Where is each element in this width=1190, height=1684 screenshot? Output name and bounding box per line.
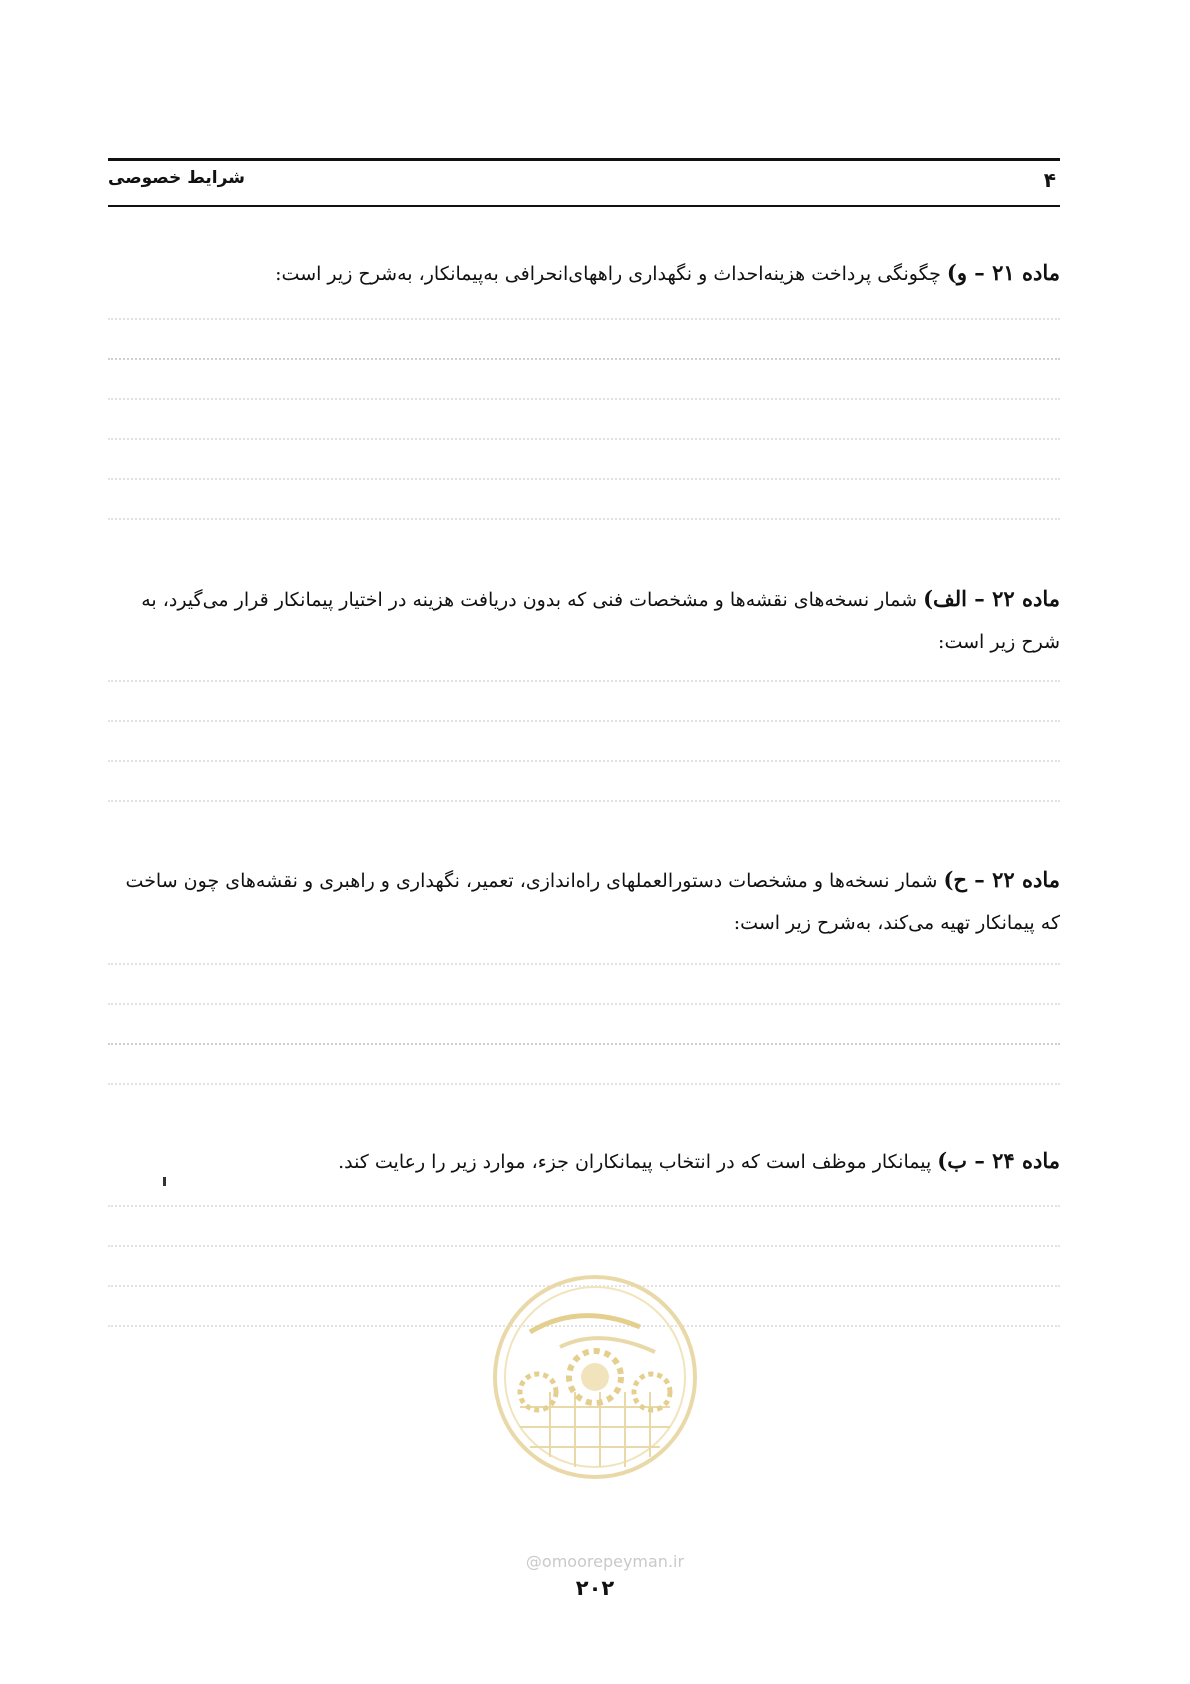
fill-line <box>108 1237 1060 1247</box>
watermark-logo <box>490 1272 700 1482</box>
fill-line <box>108 390 1060 400</box>
article-text: شمار نسخه‌های نقشه‌ها و مشخصات فنی که بدون دریافت هزینه در اختیار پیمانکار قرار می‌گیرد، به شرح زیر است: <box>141 589 1060 653</box>
article-label: ماده ۲۱ – و) <box>946 260 1060 285</box>
article-text: پیمانکار موظف است که در انتخاب پیمانکاران جزء، موارد زیر را رعایت کند. <box>338 1151 932 1173</box>
header-title: شرایط خصوصی <box>108 168 245 188</box>
fill-line <box>108 1197 1060 1207</box>
page-header <box>108 158 1060 207</box>
stray-mark <box>163 1177 166 1186</box>
fill-line <box>108 995 1060 1005</box>
article-24-be <box>108 1140 1060 1183</box>
fill-line <box>108 310 1060 320</box>
fill-line <box>108 350 1060 360</box>
chapter-number: ۴ <box>1043 168 1056 192</box>
fill-line <box>108 430 1060 440</box>
fill-line <box>108 1035 1060 1045</box>
watermark-seal-icon <box>490 1272 700 1482</box>
article-label: ماده ۲۴ – ب) <box>937 1148 1060 1173</box>
article-label: ماده ۲۲ – الف) <box>923 586 1060 611</box>
fill-line <box>108 672 1060 682</box>
fill-line <box>108 712 1060 722</box>
article-text: چگونگی پرداخت هزینه‌احداث و نگهداری راههای‌انحرافی به‌پیمانکار، به‌شرح زیر است: <box>275 263 941 285</box>
article-22-he <box>108 859 1060 944</box>
fill-line <box>108 752 1060 762</box>
fill-line <box>108 955 1060 965</box>
fill-line <box>108 792 1060 802</box>
watermark-url: @omoorepeyman.ir <box>525 1552 685 1571</box>
fill-line <box>108 470 1060 480</box>
article-text: شمار نسخه‌ها و مشخصات دستورالعملهای راه‌اندازی، تعمیر، نگهداری و راهبری و نقشه‌های چون ساخت که پیمانکار تهیه می‌کند، به‌شرح زیر است: <box>125 870 1060 934</box>
article-21-vav <box>108 252 1060 295</box>
article-label: ماده ۲۲ – ح) <box>943 867 1060 892</box>
page-number: ۲۰۲ <box>575 1576 615 1600</box>
fill-line <box>108 1075 1060 1085</box>
fill-line <box>108 510 1060 520</box>
article-22-alef <box>108 578 1060 663</box>
